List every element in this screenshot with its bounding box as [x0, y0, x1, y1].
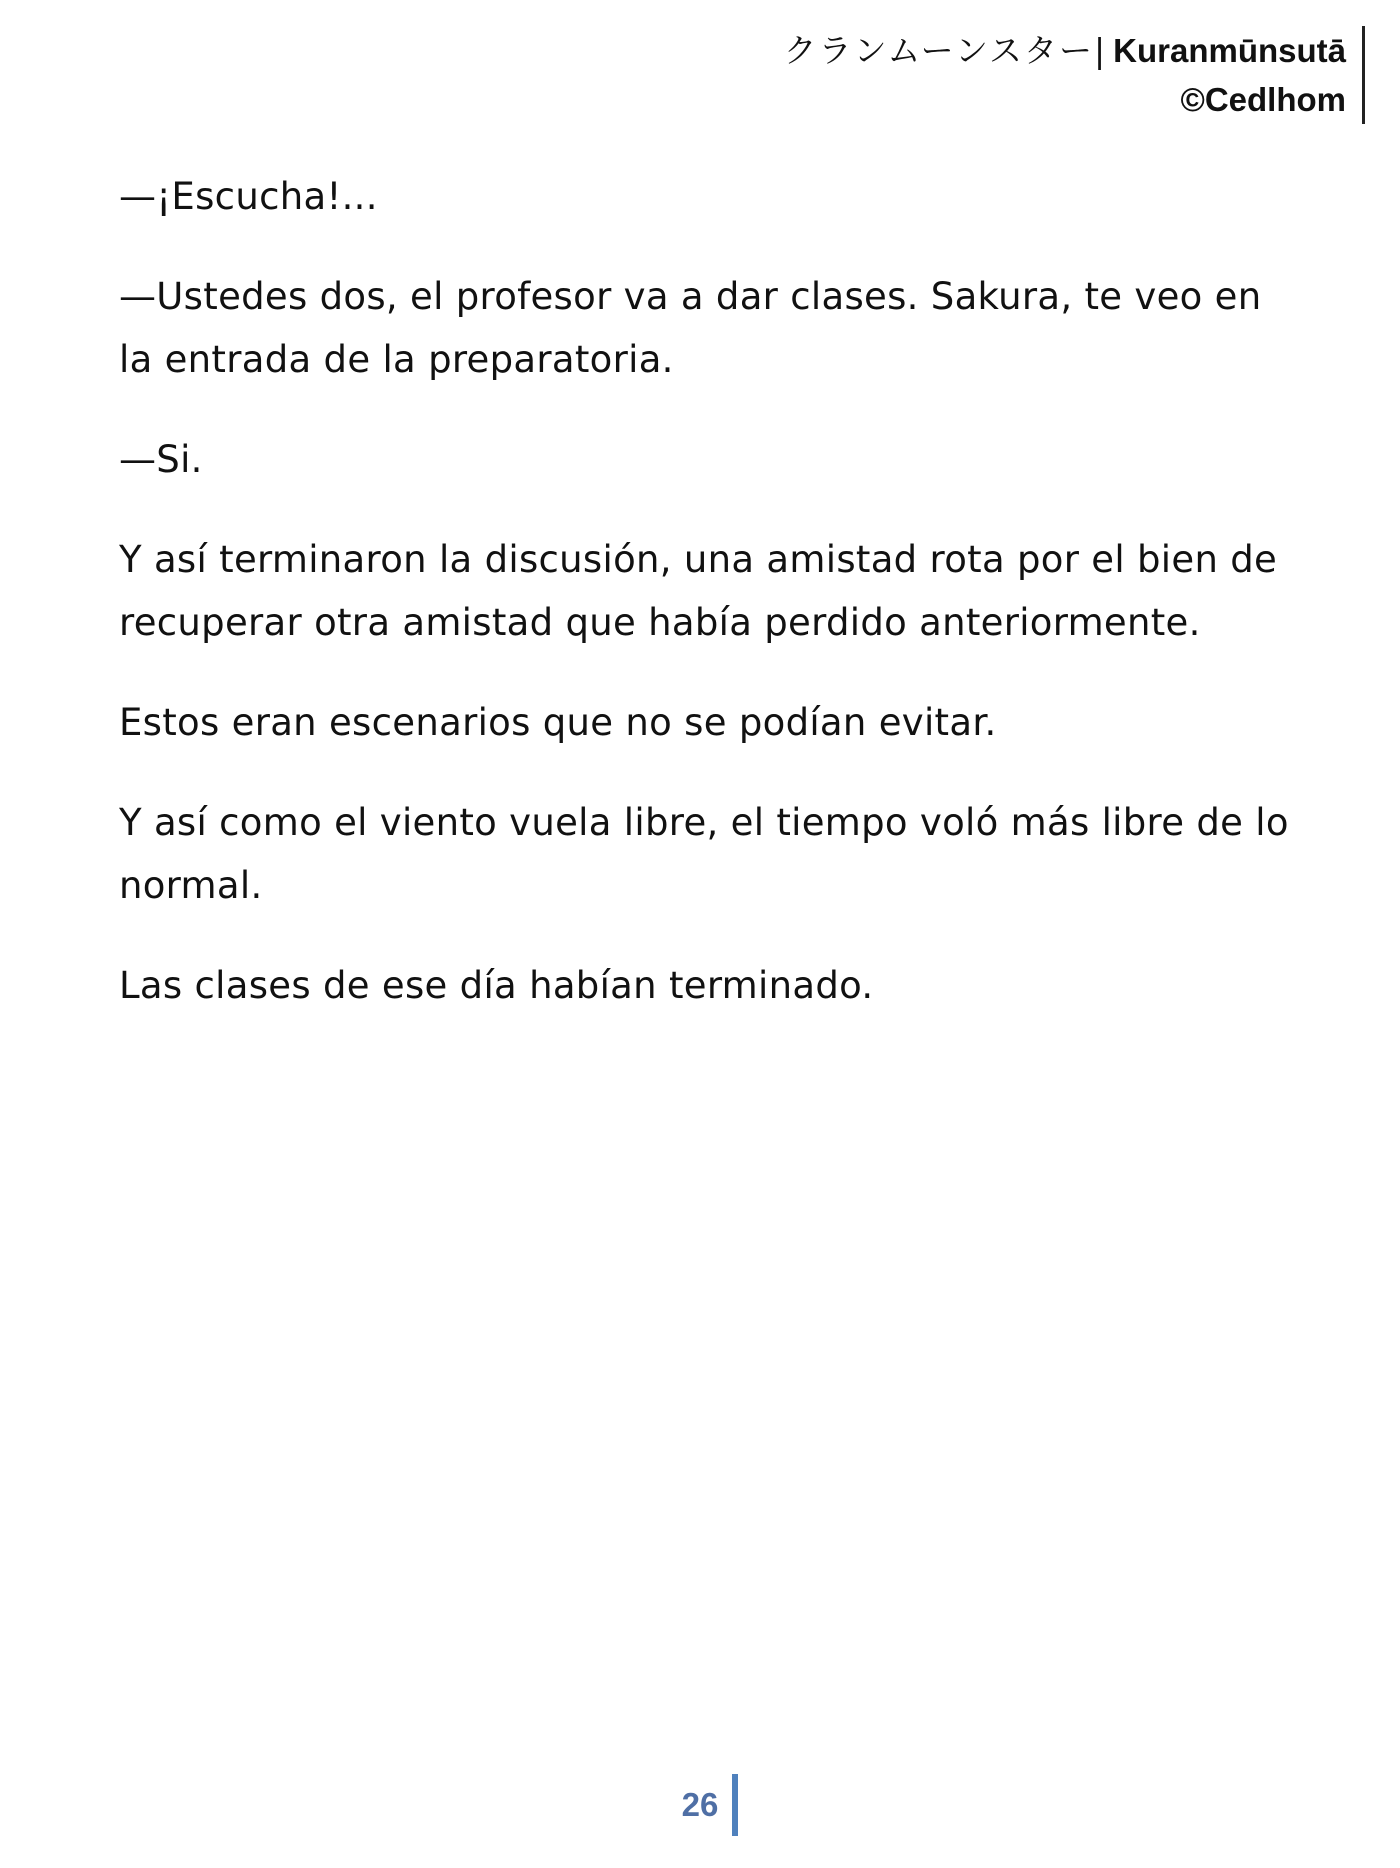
page-number-box [682, 1774, 739, 1836]
paragraph: Y así como el viento vuela libre, el tiempo voló más libre de lo normal. [119, 801, 1289, 907]
header-text [784, 26, 1362, 124]
page-header [784, 26, 1365, 124]
paragraph: Las clases de ese día habían terminado. [119, 964, 874, 1007]
paragraph: —Ustedes dos, el profesor va a dar clases. Sakura, te veo en la entrada de la preparatoria. [119, 275, 1262, 381]
header-japanese-title: クランムーンスター| [783, 31, 1108, 70]
paragraph: —Si. [119, 438, 203, 481]
page-footer [0, 1774, 1400, 1836]
header-title-line [784, 26, 1346, 75]
header-vertical-rule [1362, 26, 1365, 124]
header-copyright: ©Cedlhom [1180, 81, 1346, 118]
paragraph: Estos eran escenarios que no se podían evitar. [119, 701, 997, 744]
page-number: 26 [681, 1786, 719, 1823]
header-romaji-title: Kuranmūnsutā [1113, 32, 1346, 69]
page-number-rule [732, 1774, 738, 1836]
page-body [119, 165, 1299, 1054]
paragraph: —¡Escucha!... [119, 175, 378, 218]
paragraph: Y así terminaron la discusión, una amistad rota por el bien de recuperar otra amistad que había perdido anteriormente. [119, 538, 1278, 644]
